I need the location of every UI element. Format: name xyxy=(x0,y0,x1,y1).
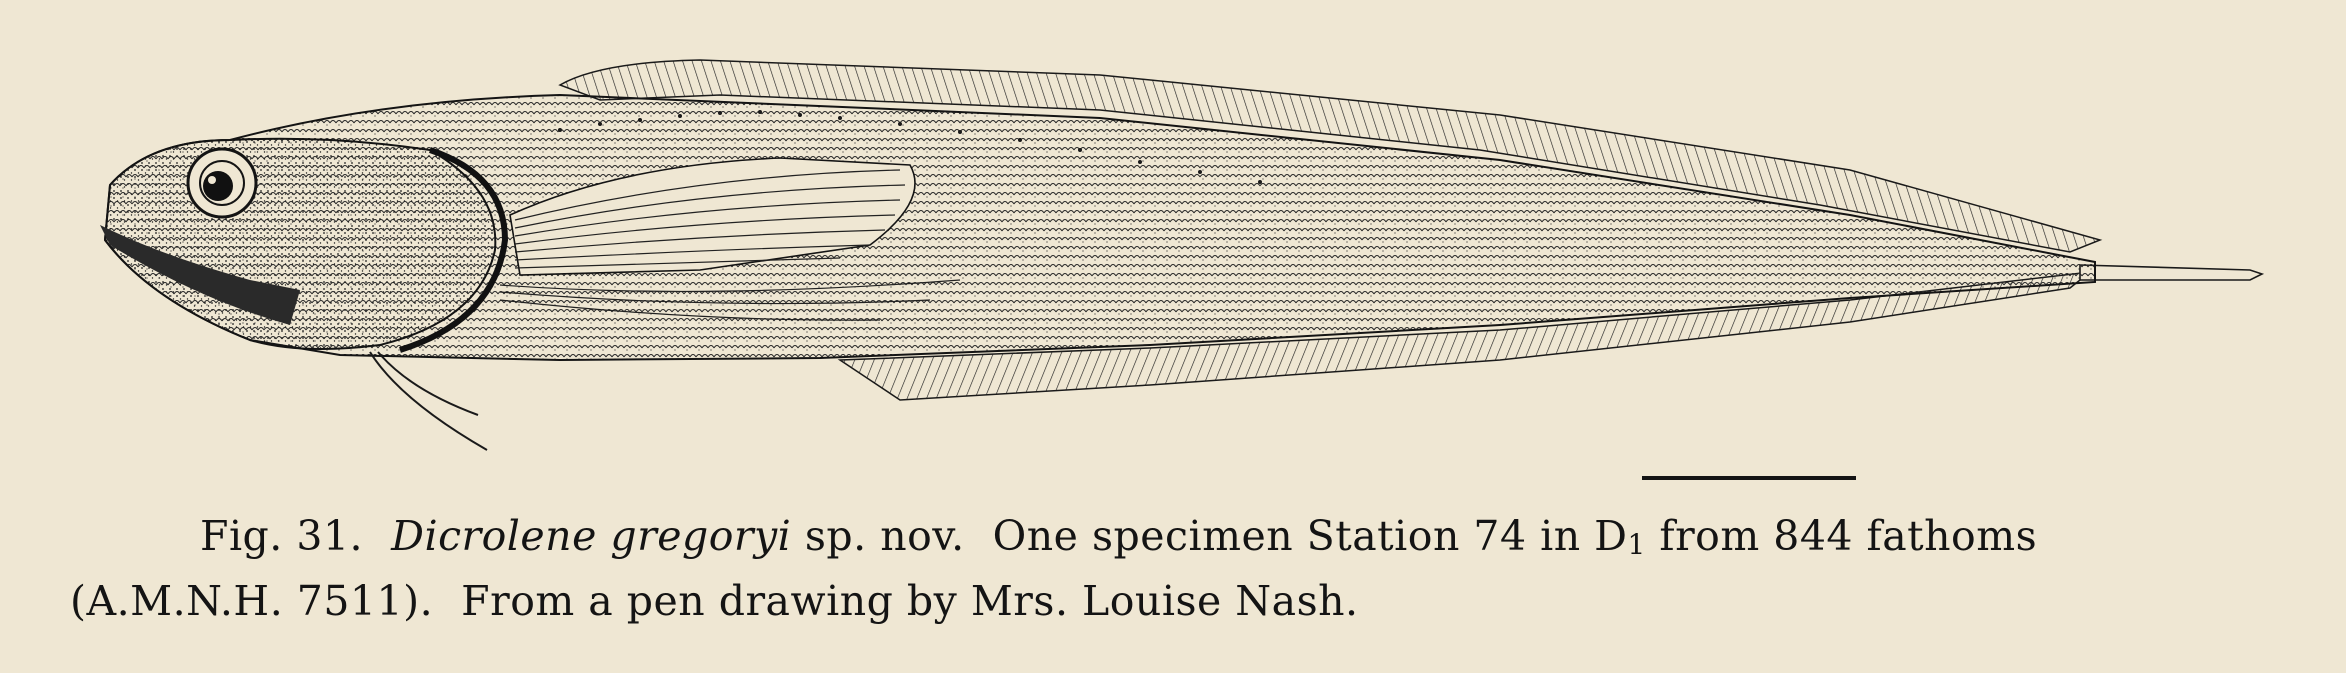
caudal-fin xyxy=(2080,265,2262,280)
figure-label: Fig. 31. xyxy=(200,512,364,560)
specimen-depth: from 844 fathoms xyxy=(1659,512,2038,560)
caption-line-2 xyxy=(70,573,2290,629)
fish-head xyxy=(105,139,495,349)
caption-line-1 xyxy=(70,508,2290,573)
specimen-text: One specimen Station 74 in D xyxy=(992,512,1628,560)
figure-caption xyxy=(70,508,2290,629)
specimen-subscript: 1 xyxy=(1627,528,1646,561)
pelvic-filaments xyxy=(370,352,487,450)
species-designation: sp. nov. xyxy=(804,512,965,560)
drawing-credit: From a pen drawing by Mrs. Louise Nash. xyxy=(461,577,1359,625)
catalog-number: (A.M.N.H. 7511). xyxy=(70,577,434,625)
species-name: Dicrolene gregoryi xyxy=(391,512,792,560)
